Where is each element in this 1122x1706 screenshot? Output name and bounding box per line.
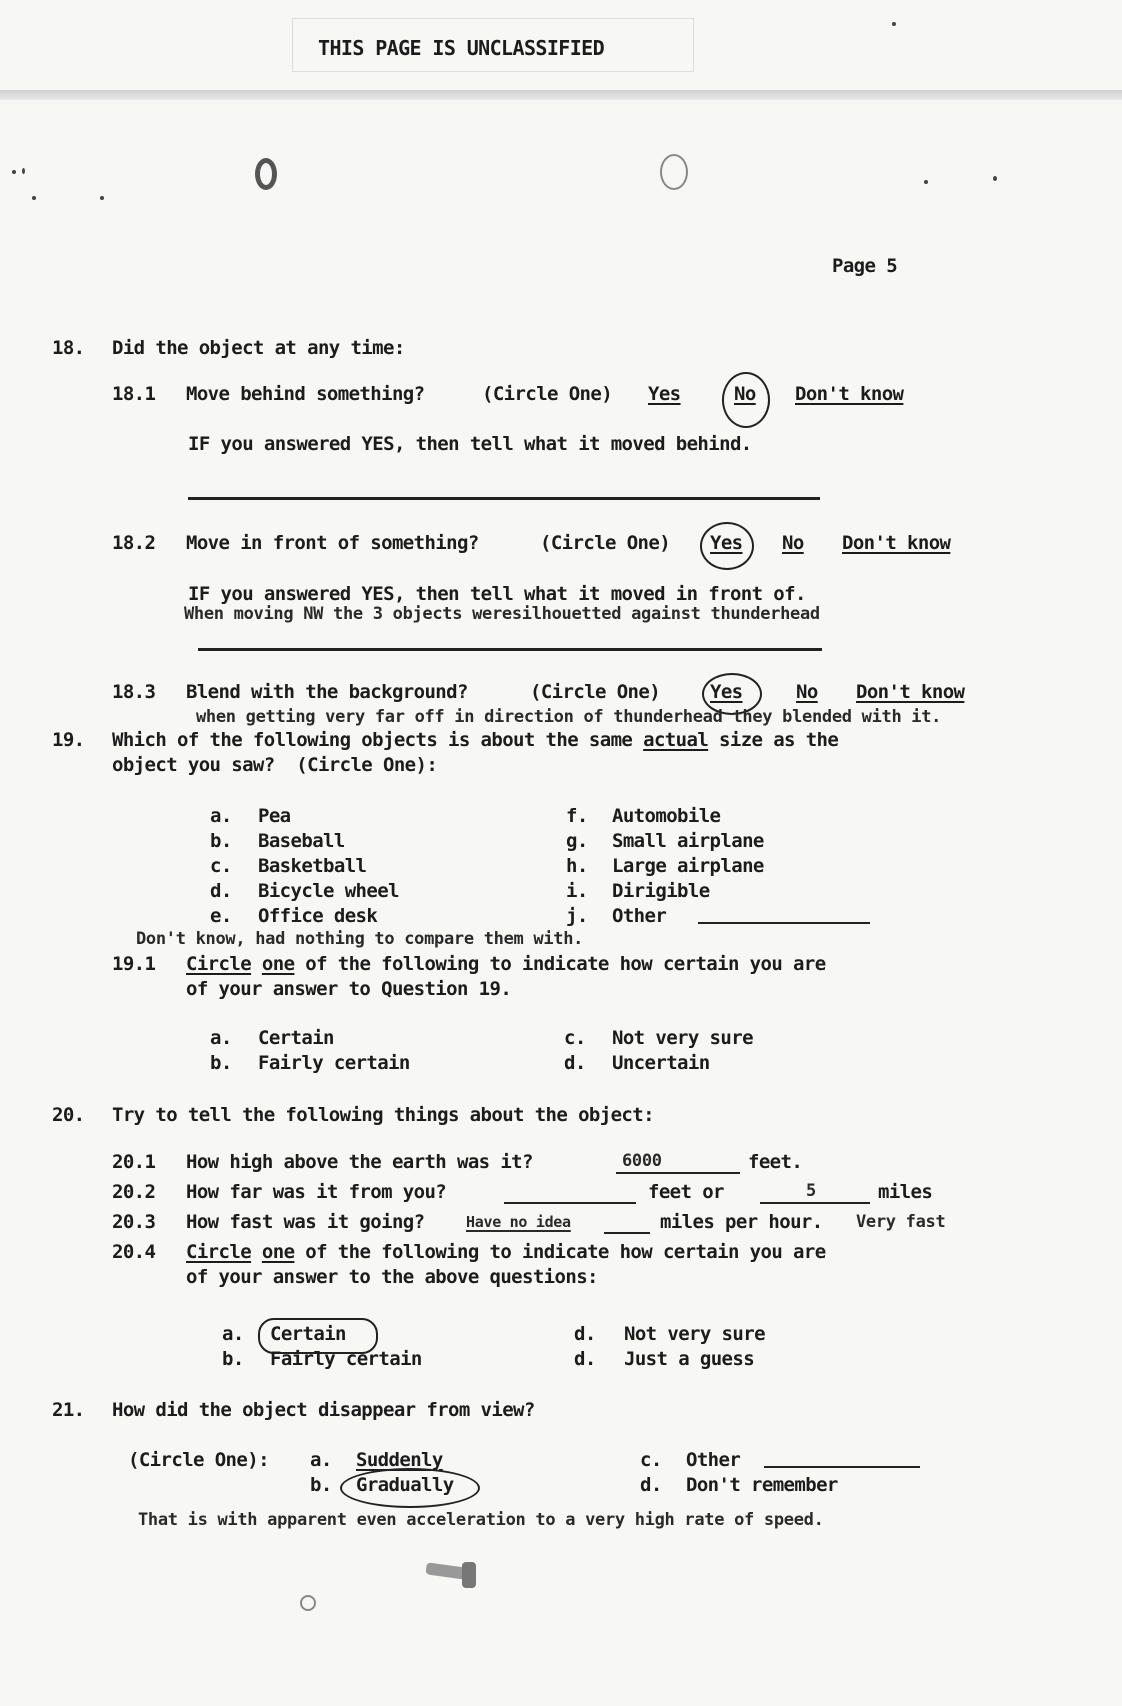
question-number: 20.3 [112, 1211, 156, 1233]
option-letter: e. [210, 905, 232, 927]
answer-text[interactable]: Don't know, had nothing to compare them with. [136, 929, 584, 949]
question-text: object you saw? (Circle One): [112, 754, 438, 776]
question-number: 19. [52, 729, 85, 751]
option-uncertain[interactable]: Uncertain [612, 1052, 710, 1074]
speck [100, 196, 104, 200]
option-letter: a. [210, 1027, 232, 1049]
scan-edge-bar [0, 90, 1122, 100]
page-number: Page 5 [832, 255, 898, 277]
question-text: How far was it from you? [186, 1181, 447, 1203]
option-letter: f. [566, 805, 588, 827]
speck [32, 196, 36, 200]
question-text: Try to tell the following things about the object: [112, 1104, 654, 1126]
question-number: 20. [52, 1104, 85, 1126]
answer-text[interactable]: When moving NW the 3 objects weresilhouetted against thunderhead [184, 604, 820, 624]
answer-text[interactable]: That is with apparent even acceleration to a very high rate of speed. [138, 1510, 824, 1530]
option-fairly-certain[interactable]: Fairly certain [258, 1052, 410, 1074]
option-no[interactable]: No [734, 383, 756, 405]
option-letter: h. [566, 855, 588, 877]
answer-line [616, 1172, 740, 1174]
speck [22, 168, 25, 174]
option-letter: d. [564, 1052, 586, 1074]
circle-instruction: (Circle One) [530, 681, 661, 703]
speck [12, 170, 16, 174]
option-just-a-guess[interactable]: Just a guess [624, 1348, 755, 1370]
option-letter: c. [210, 855, 232, 877]
answer-note[interactable]: Very fast [856, 1212, 946, 1232]
option-other[interactable]: Other [686, 1449, 741, 1471]
circle-instruction: (Circle One) [482, 383, 613, 405]
emphasis-circle: Circle [186, 953, 252, 975]
circle-instruction: (Circle One) [540, 532, 671, 554]
option-letter: d. [640, 1474, 662, 1496]
option-yes[interactable]: Yes [648, 383, 681, 405]
option-letter: c. [564, 1027, 586, 1049]
followup-text: IF you answered YES, then tell what it moved in front of. [188, 583, 806, 605]
unit-label: miles per hour. [660, 1211, 823, 1233]
question-number: 20.2 [112, 1181, 156, 1203]
question-text-part: of the following to indicate how certain you are [294, 1241, 826, 1263]
speck [993, 176, 997, 181]
question-text [186, 1241, 826, 1263]
other-blank-line [764, 1466, 920, 1468]
option-not-very-sure[interactable]: Not very sure [624, 1323, 765, 1345]
question-number: 20.4 [112, 1241, 156, 1263]
option-dont-remember[interactable]: Don't remember [686, 1474, 838, 1496]
option-letter: d. [210, 880, 232, 902]
option-bicycle-wheel[interactable]: Bicycle wheel [258, 880, 399, 902]
option-letter: g. [566, 830, 588, 852]
question-number: 18. [52, 337, 85, 359]
question-text [186, 953, 826, 975]
distance-miles-field[interactable]: 5 [806, 1181, 816, 1201]
option-small-airplane[interactable]: Small airplane [612, 830, 764, 852]
question-text-part: of the following to indicate how certain you are [294, 953, 826, 975]
smudge-mark [462, 1562, 476, 1588]
option-pea[interactable]: Pea [258, 805, 291, 827]
answer-circle-mark [340, 1468, 480, 1508]
circle-instruction: (Circle One): [128, 1449, 269, 1471]
answer-circle-mark [722, 372, 770, 428]
question-text-part: size as the [708, 729, 839, 751]
question-number: 20.1 [112, 1151, 156, 1173]
smudge-mark [425, 1562, 466, 1579]
option-letter: d. [574, 1348, 596, 1370]
option-not-very-sure[interactable]: Not very sure [612, 1027, 753, 1049]
option-no[interactable]: No [782, 532, 804, 554]
option-other[interactable]: Other [612, 905, 667, 927]
question-number: 18.2 [112, 532, 156, 554]
punch-hole-mark [660, 154, 688, 190]
option-basketball[interactable]: Basketball [258, 855, 367, 877]
option-dont-know[interactable]: Don't know [795, 383, 904, 405]
option-large-airplane[interactable]: Large airplane [612, 855, 764, 877]
option-letter: a. [210, 805, 232, 827]
question-text: Did the object at any time: [112, 337, 405, 359]
question-number: 18.3 [112, 681, 156, 703]
option-gradually[interactable]: Gradually [356, 1474, 454, 1496]
option-office-desk[interactable]: Office desk [258, 905, 378, 927]
option-letter: c. [640, 1449, 662, 1471]
option-letter: j. [566, 905, 588, 927]
answer-text[interactable]: when getting very far off in direction of thunderhead they blended with it. [196, 707, 942, 727]
option-letter: a. [310, 1449, 332, 1471]
question-number: 21. [52, 1399, 85, 1421]
answer-circle-mark [700, 522, 754, 570]
question-text: Blend with the background? [186, 681, 468, 703]
emphasis-one: one [261, 953, 295, 975]
question-text: Move behind something? [186, 383, 425, 405]
question-text-part: Which of the following objects is about the same [112, 729, 644, 751]
option-dirigible[interactable]: Dirigible [612, 880, 710, 902]
unit-label: feet or [648, 1181, 724, 1203]
option-automobile[interactable]: Automobile [612, 805, 721, 827]
emphasis-actual: actual [643, 729, 709, 751]
speck [892, 22, 896, 26]
followup-text: IF you answered YES, then tell what it moved behind. [188, 433, 752, 455]
option-no[interactable]: No [796, 681, 818, 703]
option-letter: a. [222, 1323, 244, 1345]
option-letter: b. [210, 830, 232, 852]
option-baseball[interactable]: Baseball [258, 830, 345, 852]
unit-label: feet. [748, 1151, 803, 1173]
unit-label: miles [878, 1181, 933, 1203]
classification-banner: THIS PAGE IS UNCLASSIFIED [318, 36, 605, 60]
option-letter: d. [574, 1323, 596, 1345]
question-text: of your answer to the above questions: [186, 1266, 598, 1288]
question-text: How high above the earth was it? [186, 1151, 533, 1173]
option-dont-know[interactable]: Don't know [842, 532, 951, 554]
answer-line [198, 648, 822, 651]
speck [924, 180, 928, 184]
speck [300, 1595, 316, 1611]
option-yes[interactable]: Yes [710, 681, 743, 703]
answer-line [188, 497, 820, 500]
question-text: of your answer to Question 19. [186, 978, 512, 1000]
answer-line [604, 1232, 650, 1234]
speed-value-field[interactable]: Have no idea [466, 1213, 571, 1231]
option-letter: b. [210, 1052, 232, 1074]
option-letter: i. [566, 880, 588, 902]
question-number: 18.1 [112, 383, 156, 405]
question-text: How fast was it going? [186, 1211, 425, 1233]
option-yes[interactable]: Yes [710, 532, 743, 554]
option-fairly-certain[interactable]: Fairly certain [270, 1348, 422, 1370]
option-certain[interactable]: Certain [270, 1323, 346, 1345]
answer-line [504, 1202, 636, 1204]
option-letter: b. [222, 1348, 244, 1370]
question-text: Move in front of something? [186, 532, 479, 554]
option-certain[interactable]: Certain [258, 1027, 334, 1049]
height-value-field[interactable]: 6000 [622, 1151, 662, 1171]
emphasis-one: one [261, 1241, 295, 1263]
question-text: How did the object disappear from view? [112, 1399, 535, 1421]
answer-line [760, 1202, 870, 1204]
option-dont-know[interactable]: Don't know [856, 681, 965, 703]
option-letter: b. [310, 1474, 332, 1496]
emphasis-circle: Circle [186, 1241, 252, 1263]
question-text [112, 729, 838, 751]
option-suddenly[interactable]: Suddenly [356, 1449, 443, 1471]
punch-hole-mark [255, 158, 277, 190]
other-blank-line [698, 922, 870, 924]
question-number: 19.1 [112, 953, 156, 975]
